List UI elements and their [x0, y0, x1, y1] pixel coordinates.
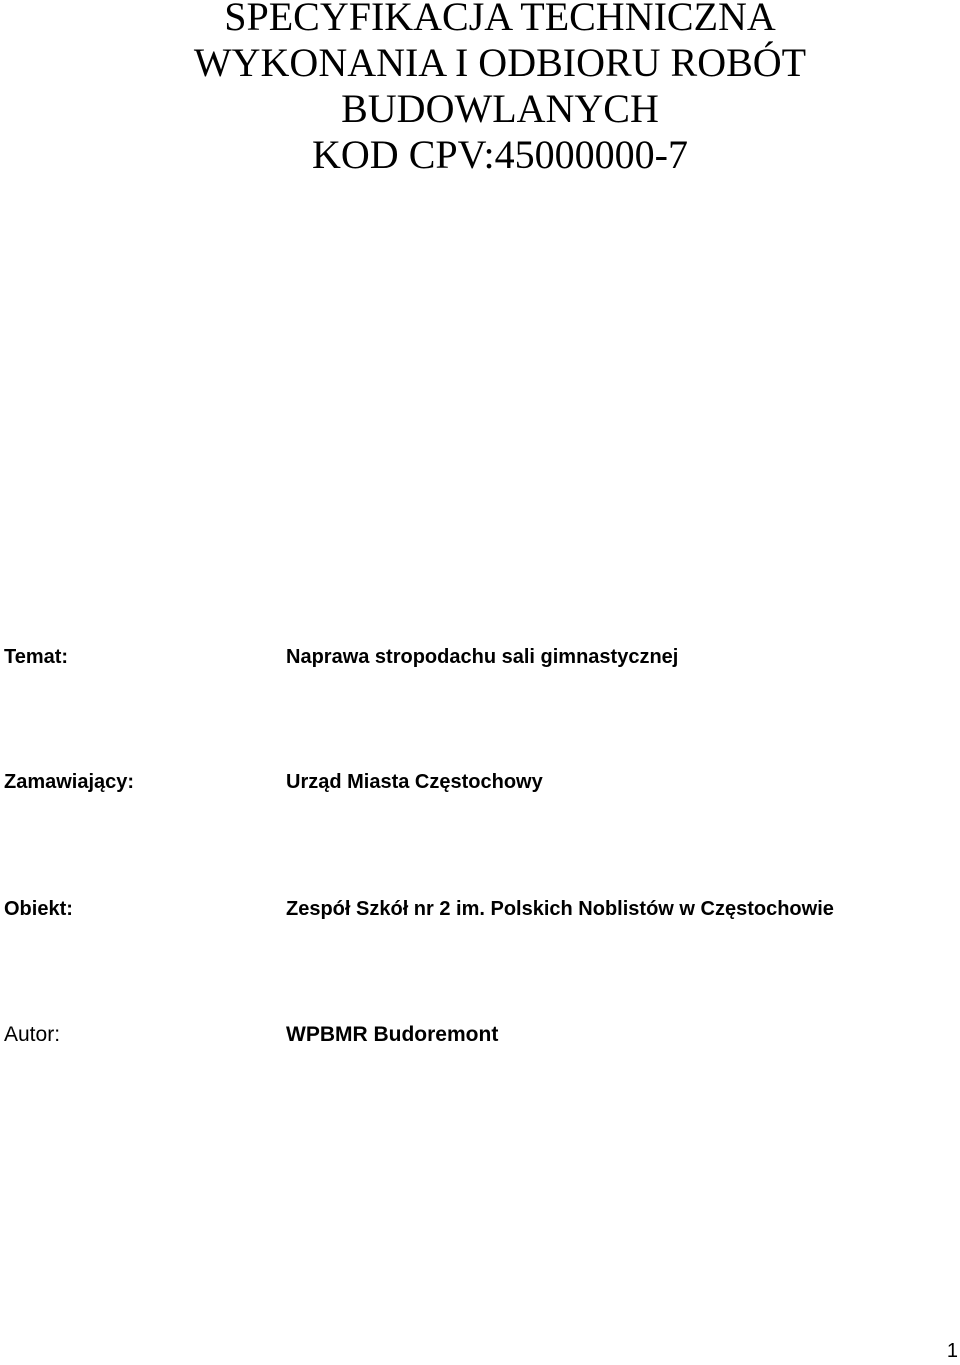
field-obiekt-value: Zespół Szkół nr 2 im. Polskich Noblistów w Częstochowie — [286, 898, 834, 920]
page-number: 1 — [946, 1340, 958, 1362]
field-autor-label: Autor: — [4, 1023, 61, 1046]
document-title — [0, 0, 960, 178]
field-autor-value: WPBMR Budoremont — [286, 1023, 499, 1046]
title-line-3: BUDOWLANYCH — [341, 86, 659, 131]
field-zamawiajacy-value: Urząd Miasta Częstochowy — [286, 771, 543, 793]
title-line-2: WYKONANIA I ODBIORU ROBÓT — [193, 40, 807, 85]
title-line-1: SPECYFIKACJA TECHNICZNA — [224, 0, 776, 39]
field-temat-value: Naprawa stropodachu sali gimnastycznej — [286, 646, 679, 668]
field-obiekt-label: Obiekt: — [4, 898, 73, 920]
field-zamawiajacy-label: Zamawiający: — [4, 771, 135, 793]
title-line-cpv-code: KOD CPV:45000000-7 — [312, 132, 688, 177]
field-temat-label: Temat: — [4, 646, 69, 668]
